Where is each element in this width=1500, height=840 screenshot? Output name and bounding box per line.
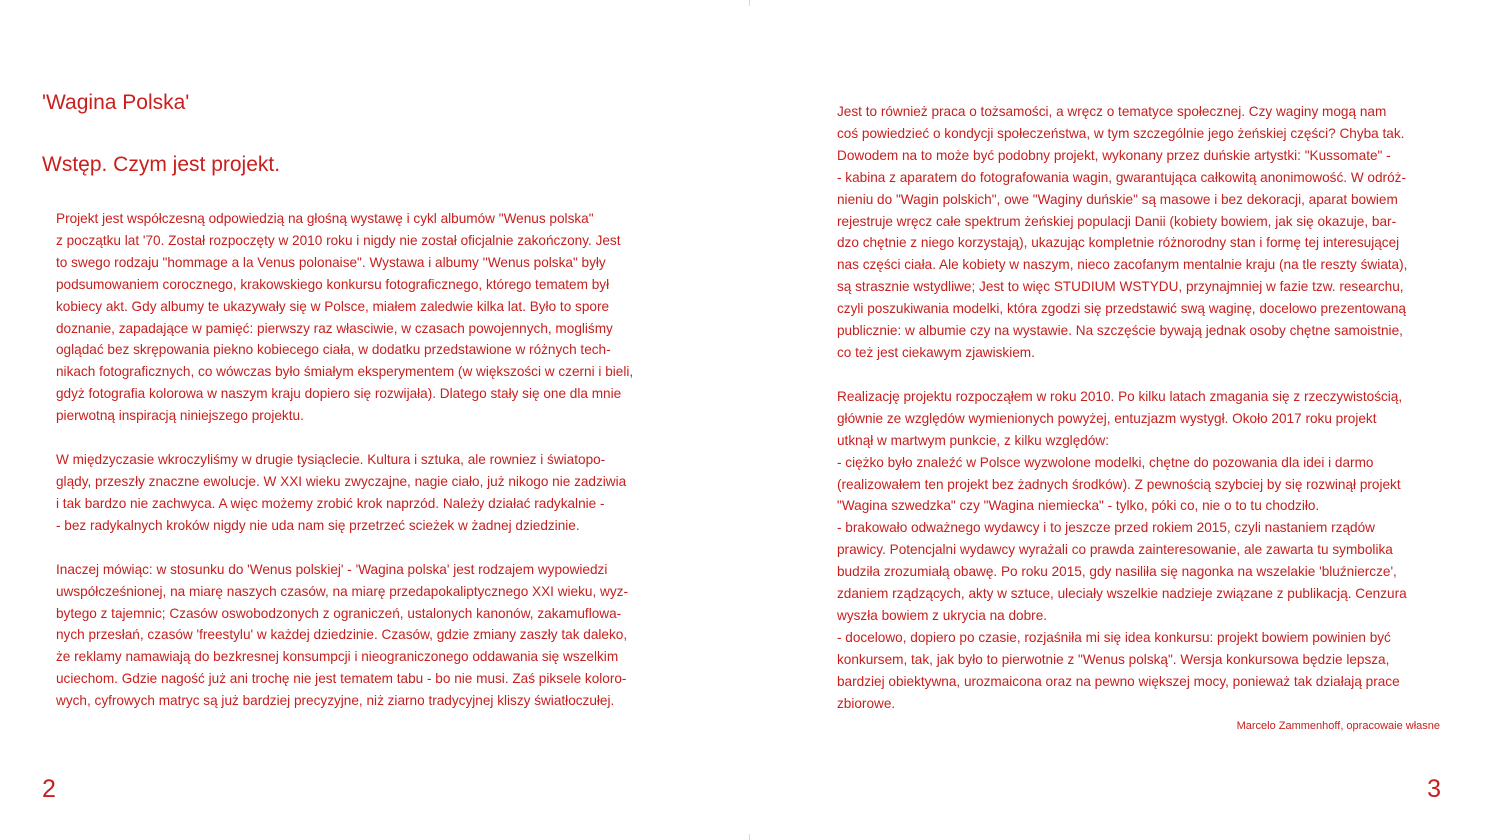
text-line: głównie ze względów wymienionych powyżej, entuzjazm wystygł. Około 2017 roku projekt: [837, 410, 1377, 426]
text-line: podsumowaniem corocznego, krakowskiego konkursu fotograficznego, którego tematem był: [56, 276, 610, 292]
text-line: co też jest ciekawym zjawiskiem.: [837, 344, 1035, 360]
paragraph: [823, 101, 1443, 364]
text-line: czyli poszukiwania modelki, która zgodzi się przedstawić swą waginę, docelowo prezentowaną: [837, 301, 1406, 317]
text-line: Jest to również praca o tożsamości, a wręcz o tematyce społecznej. Czy waginy mogą nam: [837, 104, 1387, 119]
page-number: 2: [42, 775, 56, 803]
text-line: nikach fotograficznych, co wówczas było śmiałym eksperymentem (w większości w czerni i bieli,: [56, 364, 634, 380]
text-line: konkursem, tak, jak było to pierwotnie z "Wenus polską". Wersja konkursowa będzie lepsza,: [837, 651, 1390, 667]
left-page-body: [42, 208, 664, 712]
text-line: kobiecy akt. Gdy albumy te ukazywały się w Polsce, miałem zaledwie kilka lat. Było to spore: [56, 298, 610, 314]
text-line: budziła zrozumiałą obawę. Po roku 2015, gdy nasiliła się nagonka na wszelakie 'bluźniercze',: [837, 564, 1397, 580]
paragraph: [42, 208, 664, 427]
text-line: - docelowo, dopiero po czasie, rozjaśniła mi się idea konkursu: projekt bowiem powinien być: [837, 629, 1391, 645]
paragraph: [42, 559, 664, 712]
text-line: to swego rodzaju "hommage a la Venus polonaise". Wystawa i albumy ''Wenus polska" były: [56, 254, 606, 270]
text-line: publicznie: w albumie czy na wystawie. Na szczęście bywają jednak osoby chętne samoistnie,: [837, 323, 1403, 339]
section-heading: Wstęp. Czym jest projekt.: [42, 153, 281, 176]
right-page-body: [823, 101, 1443, 714]
text-line: bytego z tajemnic; Czasów oswobodzonych z ograniczeń, ustalonych kanonów, zakamuflowa-: [56, 605, 622, 621]
text-line: doznanie, zapadające w pamięć: pierwszy raz własciwie, w czasach powojennych, mogliśmy: [56, 320, 613, 336]
text-line: i tak bardzo nie zachwyca. A więc możemy zrobić krok naprzód. Należy działać radykalnie -: [56, 495, 605, 511]
text-line: prawicy. Potencjalni wydawcy wyrażali co prawda zainteresowanie, ale zawarta tu symbolika: [837, 542, 1393, 558]
text-line: - bez radykalnych kroków nigdy nie uda nam się przetrzeć scieżek w żadnej dziedzinie.: [56, 517, 580, 533]
text-line: że reklamy namawiają do bezkresnej konsumpcji i nieograniczonego oddawania się wszelkim: [56, 649, 619, 665]
text-line: z początku lat '70. Został rozpoczęty w 2010 roku i nigdy nie został oficjalnie zakończony. Jest: [56, 232, 621, 248]
text-line: dzo chętnie z niego korzystają), ukazując kompletnie różnorodny stan i formę tej interesującej: [837, 235, 1400, 251]
text-line: glądy, przeszły znaczne ewolucje. W XXI wieku zwyczajne, nagie ciało, już nikogo nie zadziwia: [56, 473, 627, 489]
text-line: - ciężko było znaleźć w Polsce wyzwolone modelki, chętne do pozowania dla idei i darmo: [837, 454, 1374, 470]
text-line: (realizowałem ten projekt bez żadnych środków). Z pewnością szybciej by się rozwinął projekt: [837, 476, 1401, 492]
author-signature: Marcelo Zammenhoff, opracowaie własne: [1236, 720, 1440, 732]
left-page: [0, 0, 749, 840]
text-line: Inaczej mówiąc: w stosunku do 'Wenus polskiej' - 'Wagina polska' jest rodzajem wypowiedzi: [56, 561, 608, 577]
text-line: Realizację projektu rozpocząłem w roku 2010. Po kilku latach zmagania się z rzeczywistością,: [837, 388, 1403, 404]
text-line: nieniu do "Wagin polskich", owe "Waginy duńskie" są masowe i bez dekoracji, aparat bowiem: [837, 191, 1398, 207]
paragraph: [823, 386, 1443, 715]
text-line: pierwotną inspiracją niniejszego projektu.: [56, 408, 304, 424]
text-line: - brakowało odważnego wydawcy i to jeszcze przed rokiem 2015, czyli nastaniem rządów: [837, 520, 1375, 536]
text-line: wyszła bowiem z ukrycia na dobre.: [837, 607, 1048, 623]
text-line: nas części ciała. Ale kobiety w naszym, nieco zacofanym mentalnie kraju (na tle reszty świata),: [837, 257, 1408, 273]
text-line: "Wagina szwedzka" czy "Wagina niemiecka" - tylko, póki co, nie o to tu chodziło.: [837, 498, 1320, 514]
paragraph: [42, 449, 664, 537]
text-line: Dowodem na to może być podobny projekt, wykonany przez duńskie artystki: "Kussomate" -: [837, 147, 1391, 163]
text-line: - kabina z aparatem do fotografowania wagin, gwarantująca całkowitą anonimowość. W odróż-: [837, 169, 1406, 185]
page-number: 3: [1427, 775, 1441, 803]
text-line: gdyż fotografia kolorowa w naszym kraju dopiero się rozwijała). Dlatego stały się one dla mnie: [56, 386, 622, 402]
text-line: oglądać bez skrępowania piekno kobiecego ciała, w dodatku przedstawione w różnych tech-: [56, 342, 611, 358]
text-line: nych przesłań, czasów 'freestylu' w każdej dziedzinie. Czasów, gdzie zmiany zaszły tak daleko,: [56, 627, 628, 643]
text-line: Projekt jest współczesną odpowiedzią na głośną wystawę i cykl albumów "Wenus polska": [56, 211, 594, 226]
text-line: coś powiedzieć o kondycji społeczeństwa, w tym szczególnie jego żeńskiej części? Chyba tak.: [837, 125, 1405, 141]
text-line: zbiorowe.: [837, 695, 896, 711]
text-line: zdaniem rządzących, akty w sztuce, uleciały wszelkie nadzieje związane z publikacją. Cenzura: [837, 586, 1407, 602]
text-line: uwspółcześnionej, na miarę naszych czasów, na miarę przedapokaliptycznego XXI wieku, wyz-: [56, 583, 628, 599]
text-line: rejestruje wręcz całe spektrum żeńskiej populacji Danii (kobiety bowiem, jak się okazuje, bar-: [837, 213, 1397, 229]
text-line: W międzyczasie wkroczyliśmy w drugie tysiąclecie. Kultura i sztuka, ale rowniez i światopo-: [56, 452, 606, 468]
text-line: wych, cyfrowych matryc są już bardziej precyzyjne, niż ziarno tradycyjnej kliszy światłoczułej.: [56, 693, 615, 709]
text-line: utknął w martwym punkcie, z kilku względów:: [837, 432, 1109, 448]
text-line: uciechom. Gdzie nagość już ani trochę nie jest tematem tabu - bo nie musi. Zaś piksele koloro-: [56, 671, 627, 687]
right-page: [750, 0, 1500, 840]
text-line: są strasznie wstydliwe; Jest to więc STUDIUM WSTYDU, przynajmniej w fazie tzw. researchu,: [837, 279, 1404, 295]
text-line: bardziej obiektywna, urozmaicona oraz na pewno większej mocy, ponieważ tak działają prace: [837, 673, 1400, 689]
document-title: 'Wagina Polska': [42, 91, 190, 114]
